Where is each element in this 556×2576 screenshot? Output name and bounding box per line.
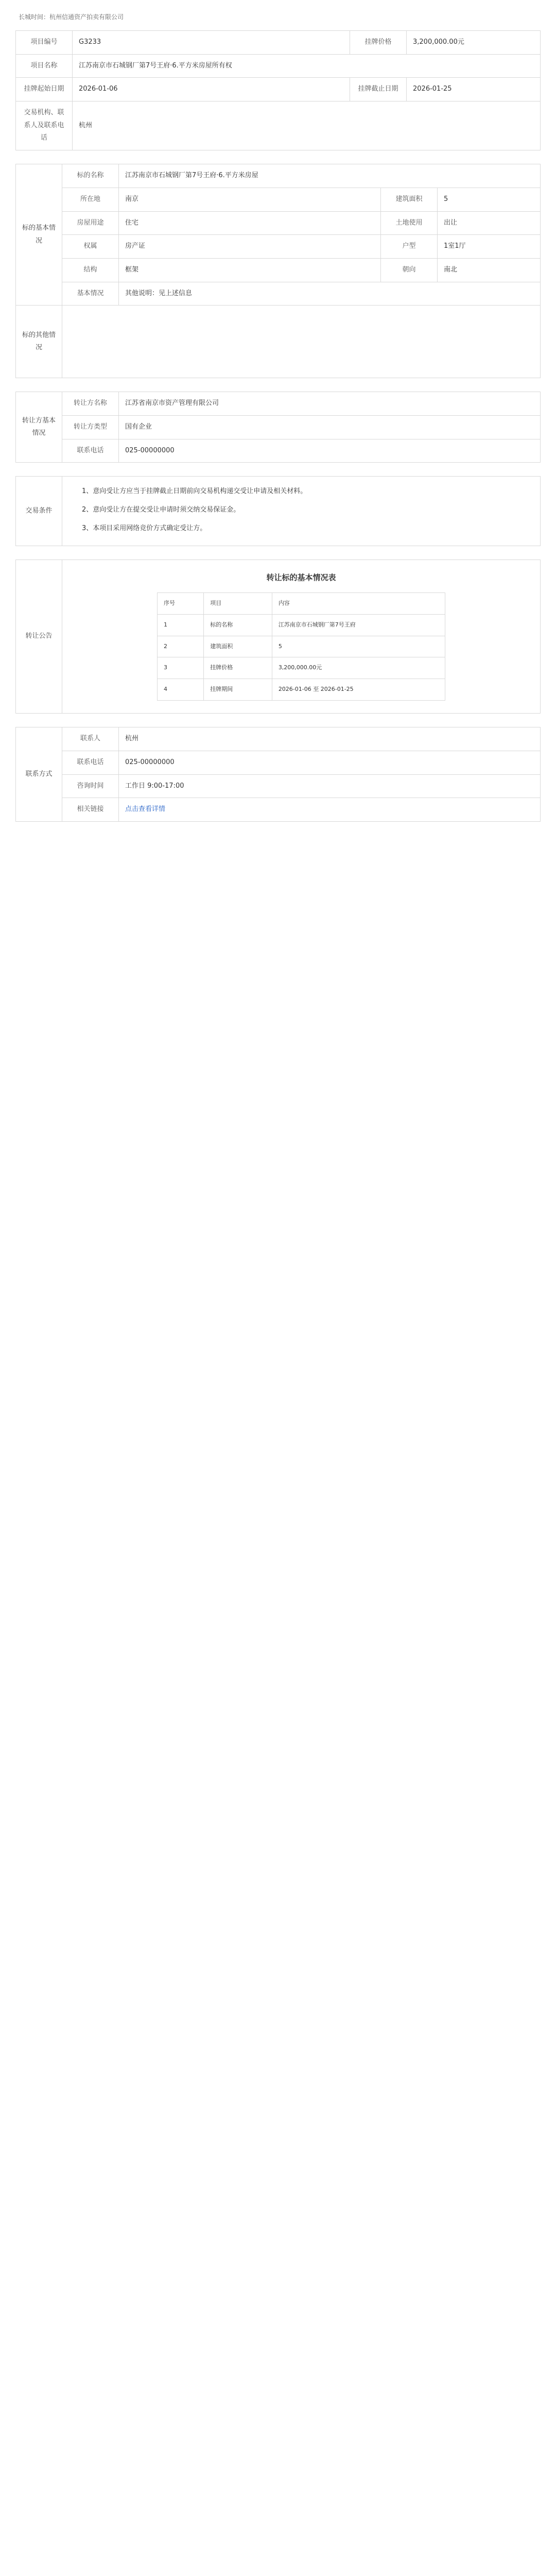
price-label: 挂牌价格	[350, 31, 407, 55]
property-value: 江苏南京市石城钢厂第7号王府·6.平方米房屋	[119, 164, 541, 188]
code-label: 项目编号	[16, 31, 73, 55]
other-info-note: 其他说明：见上述信息	[119, 282, 541, 306]
conditions-table	[15, 476, 541, 546]
table-row	[158, 592, 445, 614]
other-5-value: 南北	[437, 258, 540, 282]
table-cell: 内容	[272, 592, 445, 614]
other-2-value: 房产证	[119, 235, 381, 259]
transfer-contact-value: 025-00000000	[119, 439, 541, 463]
condition-paragraph: 3、本项目采用网络竞价方式确定受让方。	[82, 524, 207, 533]
table-cell: 2	[158, 636, 204, 657]
notice-table	[15, 560, 541, 714]
basic-info-table	[15, 30, 541, 150]
conditions-content	[62, 477, 541, 546]
table-row	[158, 614, 445, 636]
table-cell: 江苏南京市石城钢厂第7号王府	[272, 614, 445, 636]
table-cell: 3	[158, 657, 204, 679]
subject-table	[15, 164, 541, 378]
transfer-type-label: 转让方类型	[62, 415, 119, 439]
table-cell: 建筑面积	[204, 636, 272, 657]
table-cell: 2026-01-06 至 2026-01-25	[272, 679, 445, 701]
transfer-type-value: 国有企业	[119, 415, 541, 439]
table-cell: 标的名称	[204, 614, 272, 636]
property-label: 标的名称	[62, 164, 119, 188]
transfer-section-label: 转让方基本情况	[16, 392, 62, 463]
notice-table-title: 转让标的基本情况表	[266, 573, 336, 583]
table-row	[158, 679, 445, 701]
other-5-label: 朝向	[380, 258, 437, 282]
transfer-name-label: 转让方名称	[62, 392, 119, 416]
area-value: 5	[437, 188, 540, 211]
subject-section-label: 标的基本情况	[16, 164, 62, 306]
conditions-block	[15, 476, 541, 546]
end-label: 挂牌截止日期	[350, 78, 407, 101]
transfer-block	[15, 392, 541, 463]
other-1-value: 出让	[437, 211, 540, 235]
basic-label: 基本情况	[62, 282, 119, 306]
other-4-label: 结构	[62, 258, 119, 282]
table-cell: 序号	[158, 592, 204, 614]
table-cell: 挂牌期间	[204, 679, 272, 701]
other-info-blank	[62, 306, 541, 378]
agent-value: 杭州	[73, 101, 541, 150]
transfer-name-value: 江苏省南京市资产管理有限公司	[119, 392, 541, 416]
notice-block	[15, 560, 541, 714]
name-label: 项目名称	[16, 54, 73, 78]
other-3-label: 户型	[380, 235, 437, 259]
table-cell: 挂牌价格	[204, 657, 272, 679]
contact-time-value: 工作日 9:00-17:00	[119, 774, 541, 798]
table-cell: 5	[272, 636, 445, 657]
condition-paragraph: 2、意向受让方在提交受让申请时须交纳交易保证金。	[82, 506, 240, 514]
table-row	[158, 657, 445, 679]
location-value: 南京	[119, 188, 381, 211]
table-row	[158, 636, 445, 657]
table-cell: 4	[158, 679, 204, 701]
basic-info-block	[15, 30, 541, 150]
other-info-label: 标的其他情况	[16, 306, 62, 378]
breadcrumb: 长城时间：杭州信通资产拍卖有限公司	[19, 13, 124, 21]
name-value: 江苏南京市石城钢厂第7号王府·6.平方米房屋所有权	[73, 54, 541, 78]
contact-person-label: 联系人	[62, 727, 119, 751]
end-value: 2026-01-25	[407, 78, 541, 101]
notice-section-label: 转让公告	[16, 560, 62, 714]
contacts-block	[15, 727, 541, 822]
table-cell: 项目	[204, 592, 272, 614]
contact-link[interactable]: 点击查看详情	[125, 805, 166, 814]
other-3-value: 1室1厅	[437, 235, 540, 259]
subject-block	[15, 164, 541, 378]
other-4-value: 框架	[119, 258, 381, 282]
contacts-section-label: 联系方式	[16, 727, 62, 822]
start-label: 挂牌起始日期	[16, 78, 73, 101]
location-label: 所在地	[62, 188, 119, 211]
price-value: 3,200,000.00元	[407, 31, 541, 55]
contact-time-label: 咨询时间	[62, 774, 119, 798]
other-1-label: 土地使用	[380, 211, 437, 235]
area-label: 建筑面积	[380, 188, 437, 211]
contact-phone-label: 联系电话	[62, 751, 119, 774]
table-cell: 1	[158, 614, 204, 636]
conditions-section-label: 交易条件	[16, 477, 62, 546]
page	[15, 0, 541, 822]
contact-person-value: 杭州	[119, 727, 541, 751]
agent-label: 交易机构、联系人及联系电话	[16, 101, 73, 150]
contacts-table	[15, 727, 541, 822]
announcement-table	[157, 592, 445, 701]
other-0-value: 住宅	[119, 211, 381, 235]
start-value: 2026-01-06	[73, 78, 350, 101]
contact-link-label: 相关链接	[62, 798, 119, 822]
condition-paragraph: 1、意向受让方应当于挂牌截止日期前向交易机构递交受让申请及相关材料。	[82, 487, 307, 496]
other-0-label: 房屋用途	[62, 211, 119, 235]
transfer-contact-label: 联系电话	[62, 439, 119, 463]
table-cell: 3,200,000.00元	[272, 657, 445, 679]
transfer-table	[15, 392, 541, 463]
code-value: G3233	[73, 31, 350, 55]
contact-phone-value: 025-00000000	[119, 751, 541, 774]
notice-content	[62, 560, 541, 714]
other-2-label: 权属	[62, 235, 119, 259]
